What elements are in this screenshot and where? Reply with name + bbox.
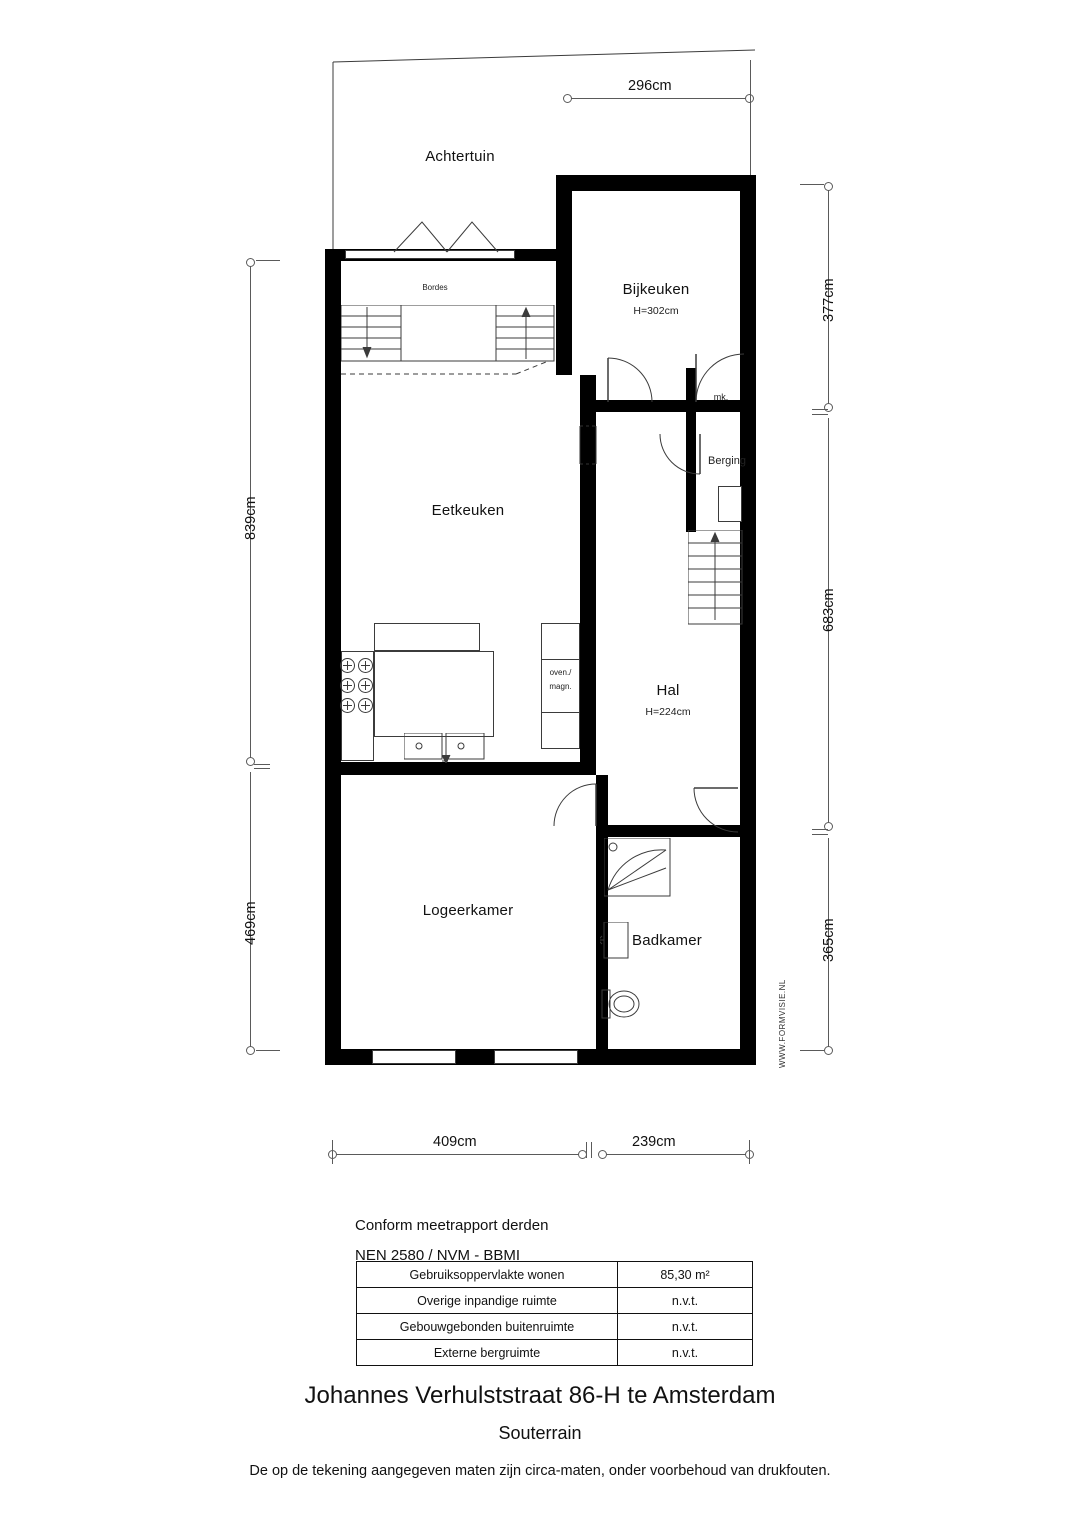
dim-extension	[256, 1050, 280, 1051]
stairs-hal	[688, 530, 744, 628]
wall-top-right	[556, 175, 756, 191]
area-label: Gebruiksoppervlakte wonen	[357, 1262, 618, 1288]
dim-extension	[800, 1050, 824, 1051]
stove-burner	[358, 698, 373, 713]
watermark-text: WWW.FORMVISIE.NL	[778, 979, 787, 1068]
dim-bottom-409-label: 409cm	[433, 1134, 477, 1150]
dim-left-839-label: 839cm	[243, 496, 259, 540]
dim-tickmark	[812, 829, 828, 830]
dim-right-365-label: 365cm	[821, 918, 837, 962]
label-magnetron: magn.	[549, 682, 572, 691]
dim-tick	[598, 1150, 607, 1159]
room-label-badkamer: Badkamer	[632, 932, 702, 949]
dim-extension	[749, 1140, 750, 1164]
area-value: n.v.t.	[618, 1288, 753, 1314]
area-label: Gebouwgebonden buitenruimte	[357, 1314, 618, 1340]
dim-bottom-409-line	[335, 1154, 583, 1155]
disclaimer-text: De op de tekening aangegeven maten zijn circa-maten, onder voorbehoud van drukfouten.	[249, 1463, 831, 1479]
page-subtitle: Souterrain	[498, 1423, 582, 1443]
area-label: Externe bergruimte	[357, 1340, 618, 1366]
window-bottom-right	[494, 1050, 578, 1064]
dim-tickmark	[591, 1142, 592, 1158]
door-berging	[658, 432, 702, 476]
area-value: n.v.t.	[618, 1314, 753, 1340]
door-eetkeuken-hal	[606, 356, 654, 404]
door-swing-terrace	[392, 218, 502, 254]
dim-top-label: 296cm	[628, 78, 672, 94]
cv-unit	[718, 486, 742, 522]
wall-left-outer	[325, 249, 341, 1065]
dim-bottom-239-label: 239cm	[632, 1134, 676, 1150]
dim-tick	[246, 1046, 255, 1055]
stove-burner	[340, 658, 355, 673]
stove-burner	[358, 678, 373, 693]
toilet	[600, 984, 642, 1030]
window-bottom-left	[372, 1050, 456, 1064]
page-title: Johannes Verhulststraat 86-H te Amsterdam	[304, 1382, 776, 1409]
dim-tick	[824, 182, 833, 191]
table-row	[357, 1314, 753, 1340]
dim-tick	[246, 258, 255, 267]
kitchen-sink	[404, 733, 486, 763]
areas-table	[356, 1261, 753, 1366]
dim-left-469-label: 469cm	[243, 901, 259, 945]
kitchen-counter-island	[374, 651, 494, 737]
oven-divider	[541, 659, 580, 660]
kitchen-counter-upper	[374, 623, 480, 651]
stove-burner	[340, 698, 355, 713]
dim-tickmark	[812, 409, 828, 410]
area-value: 85,30 m²	[618, 1262, 753, 1288]
table-row	[357, 1288, 753, 1314]
stove-burner	[340, 678, 355, 693]
dim-tick	[824, 403, 833, 412]
dim-tickmark	[586, 1142, 587, 1158]
wall-left-upper-right-block	[556, 175, 572, 375]
dim-right-683-label: 683cm	[821, 588, 837, 632]
door-bijkeuken	[694, 352, 746, 404]
washbasin	[600, 922, 630, 962]
doorway-break	[578, 424, 598, 466]
dim-extension	[800, 184, 824, 185]
dim-extension	[256, 260, 280, 261]
dim-extension	[332, 1140, 333, 1164]
oven-divider	[541, 712, 580, 713]
label-mk: mk.	[713, 392, 729, 402]
dim-tickmark	[812, 414, 828, 415]
room-label-logeerkamer: Logeerkamer	[422, 902, 514, 919]
door-logeerkamer	[552, 782, 598, 828]
dim-tickmark	[254, 768, 270, 769]
dim-right-377-label: 377cm	[821, 278, 837, 322]
label-oven: oven./	[549, 668, 572, 677]
wall-eetkeuken-bottom	[341, 762, 596, 775]
stove-burner	[358, 658, 373, 673]
area-label: Overige inpandige ruimte	[357, 1288, 618, 1314]
room-label-berging: Berging	[708, 455, 746, 467]
room-label-achtertuin: Achtertuin	[425, 148, 495, 165]
dim-bottom-239-line	[604, 1154, 750, 1155]
room-height-bijkeuken: H=302cm	[633, 305, 679, 317]
table-row	[357, 1340, 753, 1366]
dim-tickmark	[254, 764, 270, 765]
room-height-hal: H=224cm	[645, 706, 691, 718]
stairs-dashed-outline	[341, 360, 556, 382]
conform-line-2: NEN 2580 / NVM - BBMI	[355, 1247, 521, 1264]
bathtub-shower	[604, 838, 674, 900]
conform-line-1: Conform meetrapport derden	[355, 1217, 549, 1234]
door-badkamer	[692, 786, 740, 834]
dim-tickmark	[812, 834, 828, 835]
room-label-eetkeuken: Eetkeuken	[431, 502, 505, 519]
dim-tick	[824, 1046, 833, 1055]
room-label-hal: Hal	[656, 682, 680, 699]
room-label-bijkeuken: Bijkeuken	[622, 281, 690, 298]
area-value: n.v.t.	[618, 1340, 753, 1366]
table-row	[357, 1262, 753, 1288]
label-bordes: Bordes	[422, 283, 448, 292]
